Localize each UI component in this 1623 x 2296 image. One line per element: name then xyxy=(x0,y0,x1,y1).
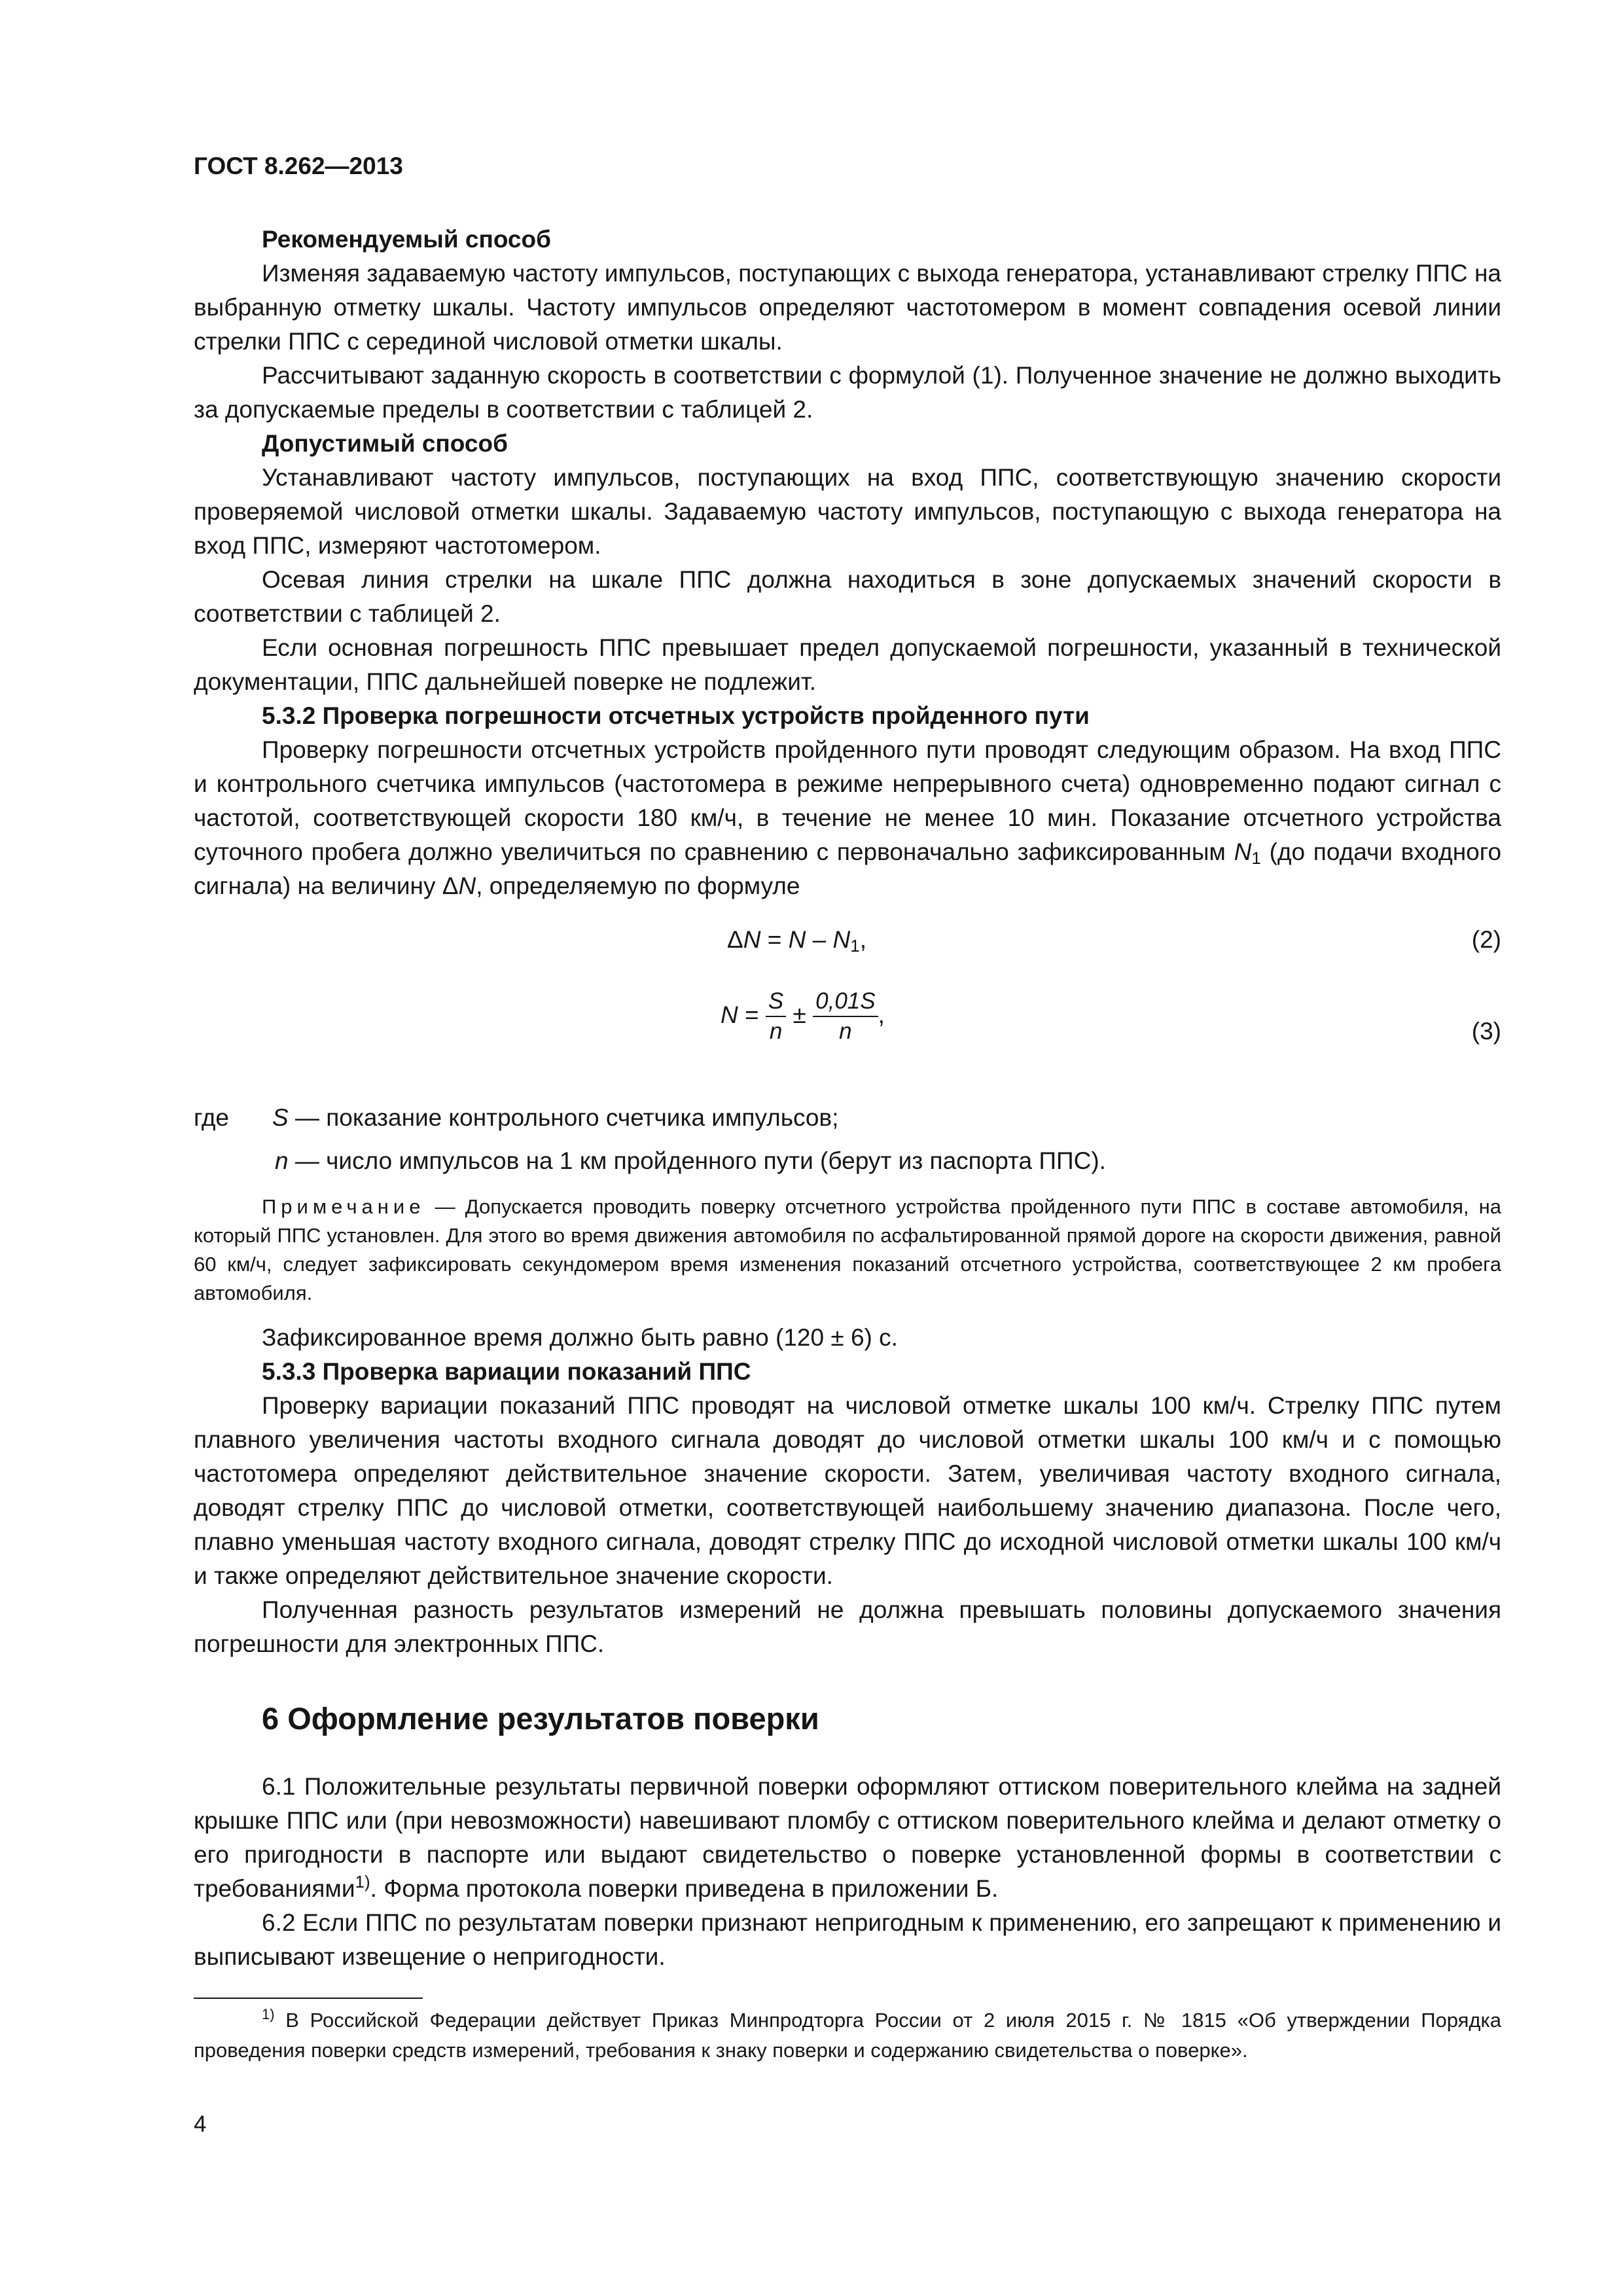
where-word: где xyxy=(194,1104,230,1131)
note-text: — Допускается проводить поверку отсчетного устройства пройденного пути ППС в составе автомобиля, на который ППС установлен. Для этого во время движения автомобиля по асфальтированной прямой дороге на скорости движения, равной 60 км/ч, следует зафиксировать секундомером время изменения показаний отсчетного устройства, соответствующее 2 км пробега автомобиля. xyxy=(194,1195,1501,1304)
standard-header: ГОСТ 8.262—2013 xyxy=(194,152,403,179)
variable-n: N xyxy=(458,872,476,899)
formula-3-expression xyxy=(721,987,885,1046)
paragraph: Если основная погрешность ППС превышает предел допускаемой погрешности, указанный в технической документации, ППС дальнейшей поверке не подлежит. xyxy=(194,634,1501,695)
paragraph: Устанавливают частоту импульсов, поступающих на вход ППС, соответствующую значению скорости проверяемой числовой отметки шкалы. Задаваемую частоту импульсов, поступающую с выхода генератора на вход ППС, измеряют частотомером. xyxy=(194,464,1501,559)
footnote-separator xyxy=(194,1998,423,1999)
footnote-text: В Российской Федерации действует Приказ Минпродторга России от 2 июля 2015 г. № 1815 «Об утверждении Порядка проведения поверки средств измерений, требования к знаку поверки и содержанию свидетельства о поверке». xyxy=(194,2009,1501,2062)
comma: , xyxy=(859,926,866,953)
page-body xyxy=(194,223,1501,1974)
minus-sign: – xyxy=(806,926,833,953)
page-number: 4 xyxy=(194,2111,207,2137)
recommended-method-heading: Рекомендуемый способ xyxy=(262,226,551,253)
fraction xyxy=(813,987,878,1046)
paragraph-text: 6.1 Положительные результаты первичной поверки оформляют оттиском поверительного клейма на задней крышке ППС или (при невозможности) навешивают пломбу с оттиском поверительного клейма и делают отметку о его пригодности в паспорте или выдают свидетельство о поверке установленной формы в соответствии с требованиями xyxy=(194,1773,1501,1902)
paragraph: Рассчитывают заданную скорость в соответствии с формулой (1). Полученное значение не должно выходить за допускаемые пределы в соответствии с таблицей 2. xyxy=(194,362,1501,423)
where-n-line xyxy=(194,1140,1501,1183)
definition-text: — число импульсов на 1 км пройденного пути (берут из паспорта ППС). xyxy=(288,1147,1106,1174)
section-5-3-2-heading: 5.3.2 Проверка погрешности отсчетных устройств пройденного пути xyxy=(262,702,1090,729)
formula-3-number: (3) xyxy=(1471,1018,1501,1045)
where-n-definition xyxy=(275,1144,1106,1178)
where-s-line xyxy=(194,1097,1501,1140)
paragraph: Проверку вариации показаний ППС проводят на числовой отметке шкалы 100 км/ч. Стрелку ППС путем плавного увеличения частоты входного сигнала доводят до числовой отметки шкалы 100 км/ч и с помощью частотомера определяют действительное значение скорости. Затем, увеличивая частоту входного сигнала, доводят стрелку ППС до числовой отметки, соответствующей наибольшему значению диапазона. После чего, плавно уменьшая частоту входного сигнала, доводят стрелку ППС до исходной числовой отметки шкалы 100 км/ч и также определяют действительное значение скорости. xyxy=(194,1392,1501,1589)
paragraph xyxy=(194,733,1501,903)
paragraph: Осевая линия стрелки на шкале ППС должна находиться в зоне допускаемых значений скорости в соответствии с таблицей 2. xyxy=(194,566,1501,627)
footnote xyxy=(194,2005,1501,2066)
equals-sign: = xyxy=(738,1001,766,1028)
variable-n: N xyxy=(721,1001,738,1028)
where-s-definition xyxy=(272,1101,838,1135)
definition-text: — показание контрольного счетчика импульсов; xyxy=(288,1104,839,1131)
variable-n: N xyxy=(788,926,806,953)
formula-2-expression xyxy=(727,923,866,957)
variable-n: N xyxy=(743,926,761,953)
numerator: S xyxy=(766,987,786,1017)
plus-minus-sign: ± xyxy=(786,1001,813,1028)
footnote-mark: 1) xyxy=(262,2006,275,2022)
variable-n: N xyxy=(1234,838,1252,865)
comma: , xyxy=(878,1001,885,1028)
denominator: n xyxy=(839,1018,852,1044)
section-6-heading: 6 Оформление результатов поверки xyxy=(262,1701,819,1736)
paragraph: Изменяя задаваемую частоту импульсов, поступающих с выхода генератора, устанавливают стрелку ППС на выбранную отметку шкалы. Частоту импульсов определяют частотомером в момент совпадения осевой линии стрелки ППС с серединой числовой отметки шкалы. xyxy=(194,260,1501,355)
numerator: 0,01S xyxy=(813,987,878,1017)
paragraph-text: (до подачи входного сигнала) на величину Δ xyxy=(194,838,1502,899)
paragraph: Зафиксированное время должно быть равно (120 ± 6) с. xyxy=(262,1324,898,1351)
paragraph: 6.2 Если ППС по результатам поверки признают непригодным к применению, его запрещают к применению и выписывают извещение о непригодности. xyxy=(194,1909,1501,1970)
delta-symbol: Δ xyxy=(727,926,743,953)
paragraph-text: , определяемую по формуле xyxy=(476,872,800,899)
note xyxy=(194,1193,1501,1308)
paragraph-text: Проверку погрешности отсчетных устройств пройденного пути проводят следующим образом. На вход ППС и контрольного счетчика импульсов (частотомера в режиме непрерывного счета) одновременно подают сигнал с частотой, соответствующей скорости 180 км/ч, в течение не менее 10 мин. Показание отсчетного устройства суточного пробега должно увеличиться по сравнению с первоначально зафиксированным xyxy=(194,736,1501,865)
formula-2-number: (2) xyxy=(1471,926,1501,953)
denominator: n xyxy=(769,1018,783,1044)
formula-2 xyxy=(194,903,1501,978)
variable-n: n xyxy=(275,1147,289,1174)
fraction xyxy=(766,987,786,1046)
note-label: Примечание xyxy=(262,1195,425,1218)
paragraph: Полученная разность результатов измерений не должна превышать половины допускаемого значения погрешности для электронных ППС. xyxy=(194,1596,1501,1657)
variable-s: S xyxy=(272,1104,289,1131)
paragraph-text: . Форма протокола поверки приведена в приложении Б. xyxy=(370,1875,999,1902)
paragraph xyxy=(194,1770,1501,1906)
subscript: 1 xyxy=(1251,848,1261,868)
admissible-method-heading: Допустимый способ xyxy=(262,430,508,457)
subscript: 1 xyxy=(850,936,860,956)
formula-3 xyxy=(194,978,1501,1089)
section-5-3-3-heading: 5.3.3 Проверка вариации показаний ППС xyxy=(262,1358,751,1385)
footnote-reference[interactable]: 1) xyxy=(355,1872,370,1892)
variable-n: N xyxy=(832,926,851,953)
equals-sign: = xyxy=(760,926,789,953)
